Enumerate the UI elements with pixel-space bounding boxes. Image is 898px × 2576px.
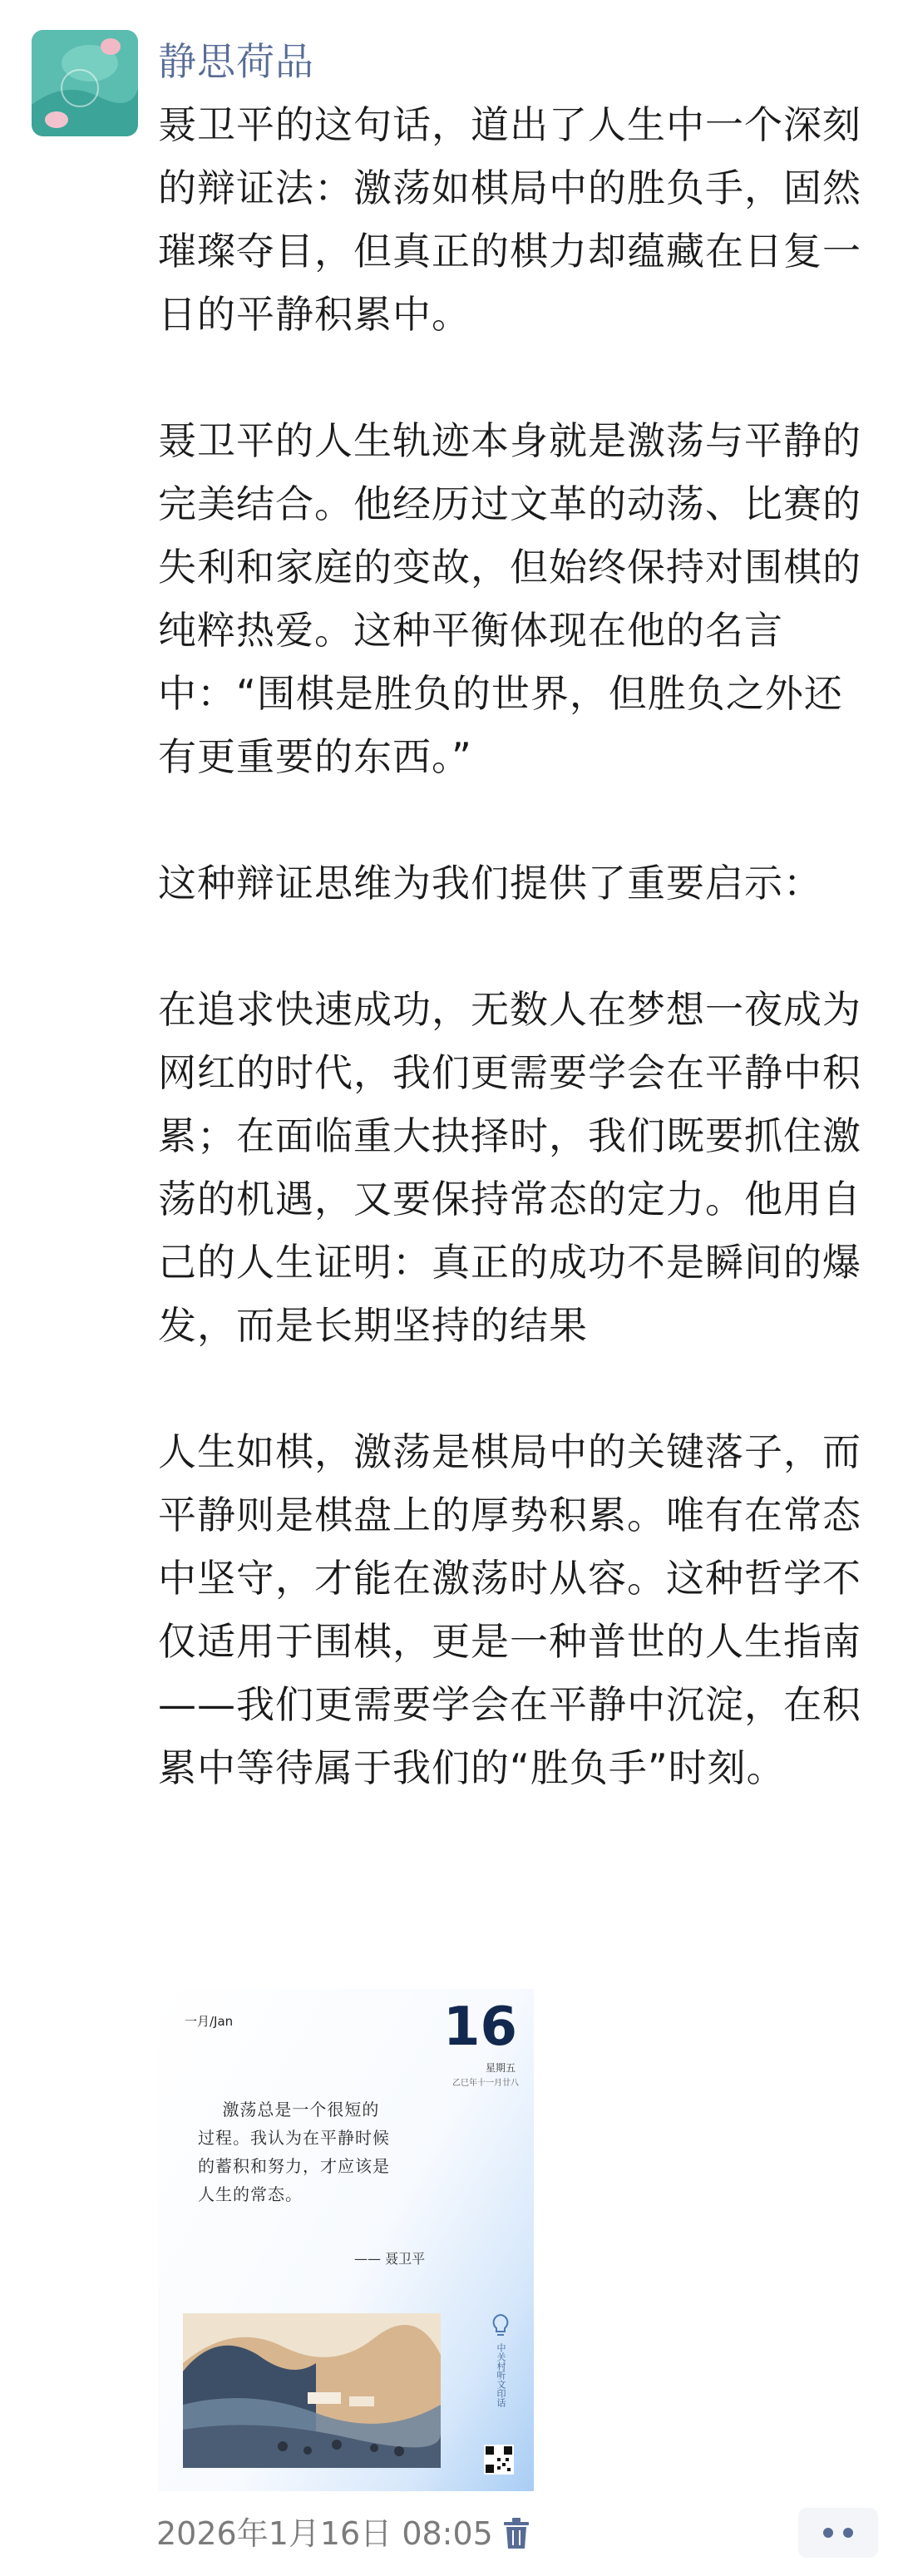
avatar[interactable]	[32, 30, 138, 136]
paragraph-gap	[158, 915, 865, 978]
card-weekday: 星期五	[485, 2062, 516, 2074]
card-month: 一月/Jan	[185, 2014, 234, 2029]
more-options-button[interactable]	[798, 2508, 878, 2558]
card-lunar-date: 乙巳年十一月廿八	[452, 2079, 519, 2088]
paragraph-5: 人生如棋，激荡是棋局中的关键落子，而平静则是棋盘上的厚势积累。唯有在常态中坚守，才能在激荡时从容。这种哲学不仅适用于围棋，更是一种普世的人生指南——我们更需要学会在平静中沉淀，在积累中等待属于我们的“胜负手”时刻。	[158, 1429, 861, 1790]
qr-code-icon	[484, 2445, 514, 2475]
paragraph-gap	[158, 346, 865, 409]
trash-icon[interactable]	[502, 2517, 530, 2550]
paragraph-gap	[158, 788, 865, 851]
avatar-lotus-image	[32, 30, 138, 136]
more-dots-icon	[843, 2528, 853, 2538]
calendar-image-card[interactable]	[158, 1989, 534, 2491]
paragraph-3: 这种辩证思维为我们提供了重要启示：	[158, 861, 822, 906]
card-attribution: —— 聂卫平	[354, 2251, 426, 2267]
landscape-painting	[183, 2313, 441, 2468]
author-name[interactable]: 静思荷品	[158, 39, 314, 84]
paragraph-1: 聂卫平的这句话，道出了人生中一个深刻的辩证法：激荡如棋局中的胜负手，固然璀璨夺目，但真正的棋力却蕴藏在日复一日的平静积累中。	[158, 102, 861, 337]
post-timestamp: 2026年1月16日 08:05	[156, 2515, 493, 2552]
paragraph-gap	[158, 1357, 865, 1420]
card-day: 16	[442, 1996, 517, 2058]
paragraph-2: 聂卫平的人生轨迹本身就是激荡与平静的完美结合。他经历过文革的动荡、比赛的失利和家庭的变故，但始终保持对围棋的纯粹热爱。这种平衡体现在他的名言中：“围棋是胜负的世界，但胜负之外还有更重要的东西。”	[158, 418, 861, 779]
card-vertical-text: 中关村听文印话	[496, 2343, 506, 2407]
paragraph-4: 在追求快速成功，无数人在梦想一夜成为网红的时代，我们更需要学会在平静中积累；在面临重大抉择时，我们既要抓住激荡的机遇，又要保持常态的定力。他用自己的人生证明：真正的成功不是瞬间的爆发，而是长期坚持的结果	[158, 987, 861, 1348]
post-text	[158, 93, 865, 1799]
lightbulb-icon	[491, 2313, 511, 2340]
more-dots-icon	[823, 2528, 833, 2538]
card-quote: 激荡总是一个很短的 过程。我认为在平静时候 的蓄积和努力，才应该是 人生的常态。	[198, 2100, 390, 2204]
